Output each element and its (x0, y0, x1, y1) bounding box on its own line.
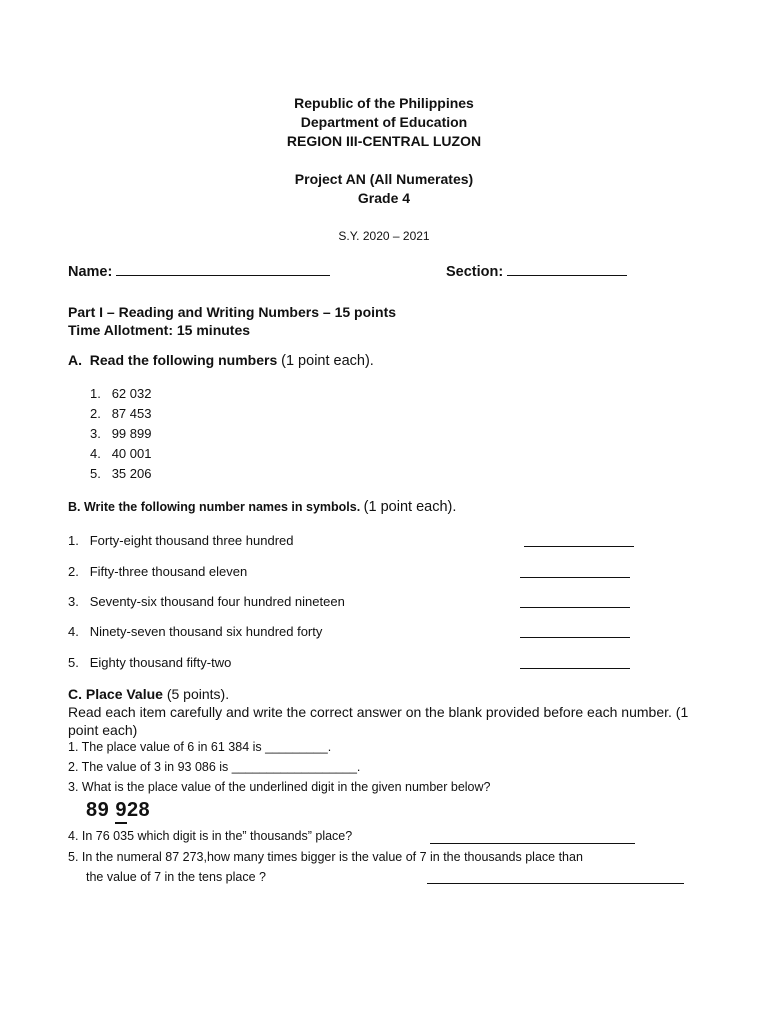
answer-blank[interactable] (524, 546, 634, 547)
header-grade: Grade 4 (357, 190, 411, 206)
section-c-item-2: 2. The value of 3 in 93 086 is __________________. (68, 760, 361, 774)
section-b-item: 1. Forty-eight thousand three hundred (68, 533, 294, 548)
part1-time: Time Allotment: 15 minutes (68, 322, 251, 338)
header-region: REGION III-CENTRAL LUZON (286, 133, 482, 149)
section-b-letter: B. (68, 500, 81, 514)
section-b-title: Write the following number names in symbols. (83, 500, 361, 514)
section-c-title: C. Place Value (68, 686, 163, 702)
section-c-item-5-cont: the value of 7 in the tens place ? (86, 870, 266, 884)
section-a-title: Read the following numbers (89, 352, 278, 368)
header-republic: Republic of the Philippines (294, 95, 474, 111)
header-department: Department of Education (300, 114, 468, 130)
section-c-note: (5 points). (166, 686, 230, 702)
list-item: 5. 35 206 (90, 466, 152, 481)
name-blank[interactable] (116, 275, 330, 276)
section-c-heading (68, 685, 708, 703)
name-field[interactable] (68, 264, 330, 280)
section-c-item-4: 4. In 76 035 which digit is in the” thousands” place? (68, 829, 353, 843)
section-c-instructions: Read each item carefully and write the correct answer on the blank provided before each number. (1 point each) (68, 704, 689, 738)
section-a-letter: A. (68, 352, 82, 368)
section-label: Section: (446, 264, 504, 280)
section-b-item: 5. Eighty thousand fifty-two (68, 655, 232, 670)
section-c-item-5: 5. In the numeral 87 273,how many times bigger is the value of 7 in the thousands place than (68, 850, 583, 864)
given-number: 89 928 (86, 799, 151, 821)
list-item: 3. 99 899 (90, 426, 152, 441)
section-blank[interactable] (507, 275, 627, 276)
section-field[interactable] (446, 264, 627, 280)
answer-blank[interactable] (520, 637, 630, 638)
section-a-note: (1 point each). (281, 353, 374, 369)
section-c-item-1: 1. The place value of 6 in 61 384 is _________. (68, 740, 332, 754)
name-label: Name: (68, 264, 113, 280)
list-item: 4. 40 001 (90, 446, 152, 461)
section-b-item: 4. Ninety-seven thousand six hundred forty (68, 624, 323, 639)
underlined-digit: 9 (115, 799, 127, 821)
section-a-heading (68, 352, 374, 369)
answer-blank[interactable] (520, 668, 630, 669)
section-b-item: 3. Seventy-six thousand four hundred nineteen (68, 594, 345, 609)
answer-blank[interactable] (520, 607, 630, 608)
list-item: 2. 87 453 (90, 406, 152, 421)
section-b-item: 2. Fifty-three thousand eleven (68, 564, 248, 579)
answer-blank[interactable] (427, 883, 684, 884)
school-year: S.Y. 2020 – 2021 (338, 229, 430, 243)
header-project: Project AN (All Numerates) (294, 171, 474, 187)
section-b-note: (1 point each). (363, 499, 457, 515)
answer-blank[interactable] (520, 577, 630, 578)
part1-title: Part I – Reading and Writing Numbers – 15 points (68, 304, 397, 320)
answer-blank[interactable] (430, 843, 635, 844)
list-item: 1. 62 032 (90, 386, 152, 401)
section-b-heading (68, 499, 456, 515)
section-c-item-3: 3. What is the place value of the underlined digit in the given number below? (68, 780, 491, 794)
